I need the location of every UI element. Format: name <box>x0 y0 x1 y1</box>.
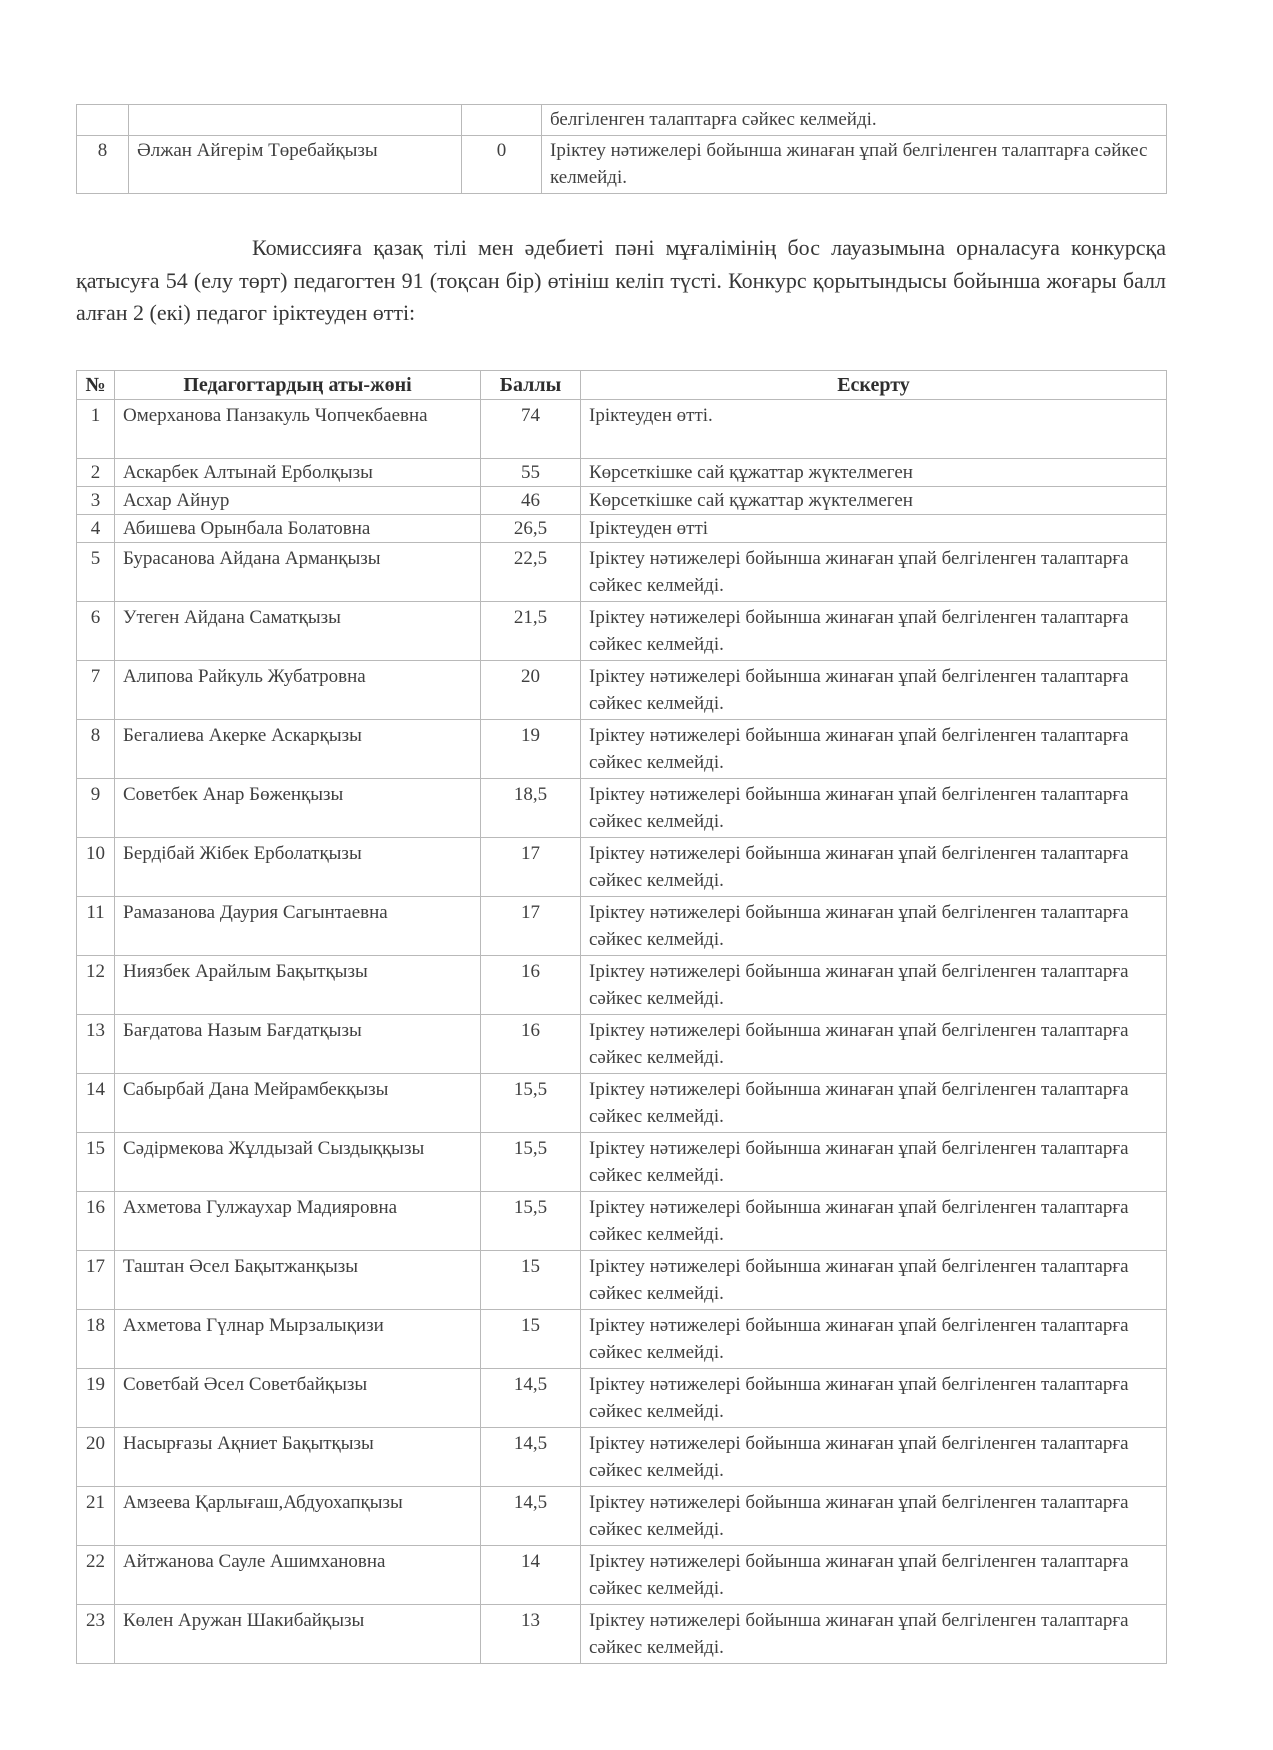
candidate-name: Омерханова Панзакуль Чопчекбаевна <box>115 400 481 459</box>
candidate-name: Таштан Әсел Бақытжанқызы <box>115 1251 481 1310</box>
table-header-row <box>77 371 1167 400</box>
note: Іріктеу нәтижелері бойынша жинаған ұпай белгіленген талаптарға сәйкес келмейді. <box>581 1428 1167 1487</box>
table-row <box>77 720 1167 779</box>
score: 17 <box>481 897 581 956</box>
score: 74 <box>481 400 581 459</box>
header-score: Баллы <box>481 371 581 400</box>
previous-results-table <box>76 104 1167 194</box>
table-row <box>77 1133 1167 1192</box>
candidate-name: Амзеева Қарлығаш,Абдуохапқызы <box>115 1487 481 1546</box>
note: Іріктеу нәтижелері бойынша жинаған ұпай белгіленген талаптарға сәйкес келмейді. <box>581 838 1167 897</box>
candidate-name: Абишева Орынбала Болатовна <box>115 515 481 543</box>
candidate-name: Советбай Әсел Советбайқызы <box>115 1369 481 1428</box>
candidate-name: Бердібай Жібек Ерболатқызы <box>115 838 481 897</box>
header-num: № <box>77 371 115 400</box>
header-name: Педагогтардың аты-жөні <box>115 371 481 400</box>
note: Іріктеу нәтижелері бойынша жинаған ұпай белгіленген талаптарға сәйкес келмейді. <box>581 956 1167 1015</box>
note: белгіленген талаптарға сәйкес келмейді. <box>542 105 1167 136</box>
note: Іріктеу нәтижелері бойынша жинаған ұпай белгіленген талаптарға сәйкес келмейді. <box>581 1310 1167 1369</box>
table-row <box>77 1428 1167 1487</box>
note: Іріктеуден өтті <box>581 515 1167 543</box>
table-row <box>77 838 1167 897</box>
candidate-name: Советбек Анар Бөженқызы <box>115 779 481 838</box>
candidate-name: Көлен Аружан Шакибайқызы <box>115 1605 481 1664</box>
candidate-name <box>129 105 462 136</box>
header-note: Ескерту <box>581 371 1167 400</box>
table-row <box>77 779 1167 838</box>
row-number: 7 <box>77 661 115 720</box>
score: 18,5 <box>481 779 581 838</box>
score: 14 <box>481 1546 581 1605</box>
candidate-name: Рамазанова Даурия Сагынтаевна <box>115 897 481 956</box>
table-row <box>77 136 1167 194</box>
candidate-name: Әлжан Айгерім Төребайқызы <box>129 136 462 194</box>
row-number: 21 <box>77 1487 115 1546</box>
score: 14,5 <box>481 1369 581 1428</box>
row-number: 16 <box>77 1192 115 1251</box>
row-number: 17 <box>77 1251 115 1310</box>
score: 15 <box>481 1251 581 1310</box>
candidate-name: Бурасанова Айдана Арманқызы <box>115 543 481 602</box>
row-number: 18 <box>77 1310 115 1369</box>
row-number: 12 <box>77 956 115 1015</box>
score: 26,5 <box>481 515 581 543</box>
row-number: 22 <box>77 1546 115 1605</box>
row-number: 9 <box>77 779 115 838</box>
candidate-name: Сабырбай Дана Мейрамбекқызы <box>115 1074 481 1133</box>
row-number: 15 <box>77 1133 115 1192</box>
table-row <box>77 1605 1167 1664</box>
table-row <box>77 1369 1167 1428</box>
row-number: 5 <box>77 543 115 602</box>
row-number: 13 <box>77 1015 115 1074</box>
table-row <box>77 1074 1167 1133</box>
candidate-name: Бегалиева Акерке Аскарқызы <box>115 720 481 779</box>
candidates-results-table <box>76 370 1167 1664</box>
row-number: 23 <box>77 1605 115 1664</box>
note: Іріктеу нәтижелері бойынша жинаған ұпай белгіленген талаптарға сәйкес келмейді. <box>581 1605 1167 1664</box>
table-row <box>77 105 1167 136</box>
note: Көрсеткішке сай құжаттар жүктелмеген <box>581 459 1167 487</box>
table-row <box>77 1192 1167 1251</box>
row-number: 3 <box>77 487 115 515</box>
score: 15 <box>481 1310 581 1369</box>
intro-paragraph <box>76 232 1166 330</box>
row-number: 1 <box>77 400 115 459</box>
row-number: 8 <box>77 720 115 779</box>
note: Іріктеуден өтті. <box>581 400 1167 459</box>
table-row <box>77 1310 1167 1369</box>
row-number: 10 <box>77 838 115 897</box>
candidate-name: Ниязбек Арайлым Бақытқызы <box>115 956 481 1015</box>
score: 15,5 <box>481 1133 581 1192</box>
score: 15,5 <box>481 1074 581 1133</box>
note: Іріктеу нәтижелері бойынша жинаған ұпай белгіленген талаптарға сәйкес келмейді. <box>581 1546 1167 1605</box>
note: Іріктеу нәтижелері бойынша жинаған ұпай белгіленген талаптарға сәйкес келмейді. <box>581 1369 1167 1428</box>
candidate-name: Сәдірмекова Жұлдызай Сыздыққызы <box>115 1133 481 1192</box>
candidate-name: Ахметова Гүлнар Мырзалықизи <box>115 1310 481 1369</box>
table-row <box>77 1546 1167 1605</box>
candidate-name: Асхар Айнур <box>115 487 481 515</box>
score: 55 <box>481 459 581 487</box>
table-row <box>77 487 1167 515</box>
note: Көрсеткішке сай құжаттар жүктелмеген <box>581 487 1167 515</box>
note: Іріктеу нәтижелері бойынша жинаған ұпай белгіленген талаптарға сәйкес келмейді. <box>581 602 1167 661</box>
table-row <box>77 1015 1167 1074</box>
candidate-name: Утеген Айдана Саматқызы <box>115 602 481 661</box>
intro-paragraph-text: Комиссияға қазақ тілі мен әдебиеті пәні мұғалімінің бос лауазымына орналасуға конкурсқа қатысуға 54 (елу төрт) педагогтен 91 (тоқсан бір) өтініш келіп түсті. Конкурс қорытындысы бойынша жоғары балл алған 2 (екі) педагог іріктеуден өтті: <box>76 235 1166 325</box>
score: 22,5 <box>481 543 581 602</box>
note: Іріктеу нәтижелері бойынша жинаған ұпай белгіленген талаптарға сәйкес келмейді. <box>581 661 1167 720</box>
score: 15,5 <box>481 1192 581 1251</box>
note: Іріктеу нәтижелері бойынша жинаған ұпай белгіленген талаптарға сәйкес келмейді. <box>581 1133 1167 1192</box>
table-row <box>77 661 1167 720</box>
table-row <box>77 515 1167 543</box>
table-row <box>77 400 1167 459</box>
note: Іріктеу нәтижелері бойынша жинаған ұпай белгіленген талаптарға сәйкес келмейді. <box>581 543 1167 602</box>
score: 13 <box>481 1605 581 1664</box>
note: Іріктеу нәтижелері бойынша жинаған ұпай белгіленген талаптарға сәйкес келмейді. <box>581 779 1167 838</box>
candidate-name: Алипова Райкуль Жубатровна <box>115 661 481 720</box>
table-row <box>77 459 1167 487</box>
row-number: 14 <box>77 1074 115 1133</box>
table-row <box>77 956 1167 1015</box>
note: Іріктеу нәтижелері бойынша жинаған ұпай белгіленген талаптарға сәйкес келмейді. <box>581 1074 1167 1133</box>
score: 0 <box>462 136 542 194</box>
row-number: 4 <box>77 515 115 543</box>
candidate-name: Бағдатова Назым Бағдатқызы <box>115 1015 481 1074</box>
note: Іріктеу нәтижелері бойынша жинаған ұпай белгіленген талаптарға сәйкес келмейді. <box>581 1015 1167 1074</box>
score: 17 <box>481 838 581 897</box>
candidate-name: Аскарбек Алтынай Ерболқызы <box>115 459 481 487</box>
row-number: 11 <box>77 897 115 956</box>
score: 16 <box>481 956 581 1015</box>
table-row <box>77 543 1167 602</box>
row-number: 8 <box>77 136 129 194</box>
candidate-name: Ахметова Гулжаухар Мадияровна <box>115 1192 481 1251</box>
note: Іріктеу нәтижелері бойынша жинаған ұпай белгіленген талаптарға сәйкес келмейді. <box>581 1251 1167 1310</box>
score: 16 <box>481 1015 581 1074</box>
score <box>462 105 542 136</box>
candidate-name: Айтжанова Сауле Ашимхановна <box>115 1546 481 1605</box>
row-number <box>77 105 129 136</box>
row-number: 19 <box>77 1369 115 1428</box>
note: Іріктеу нәтижелері бойынша жинаған ұпай белгіленген талаптарға сәйкес келмейді. <box>581 897 1167 956</box>
table-row <box>77 1487 1167 1546</box>
score: 20 <box>481 661 581 720</box>
row-number: 6 <box>77 602 115 661</box>
note: Іріктеу нәтижелері бойынша жинаған ұпай белгіленген талаптарға сәйкес келмейді. <box>581 720 1167 779</box>
table-row <box>77 897 1167 956</box>
score: 46 <box>481 487 581 515</box>
table-row <box>77 602 1167 661</box>
row-number: 20 <box>77 1428 115 1487</box>
table-row <box>77 1251 1167 1310</box>
note: Іріктеу нәтижелері бойынша жинаған ұпай белгіленген талаптарға сәйкес келмейді. <box>542 136 1167 194</box>
score: 14,5 <box>481 1487 581 1546</box>
candidate-name: Насырғазы Ақниет Бақытқызы <box>115 1428 481 1487</box>
score: 19 <box>481 720 581 779</box>
score: 21,5 <box>481 602 581 661</box>
note: Іріктеу нәтижелері бойынша жинаған ұпай белгіленген талаптарға сәйкес келмейді. <box>581 1192 1167 1251</box>
score: 14,5 <box>481 1428 581 1487</box>
note: Іріктеу нәтижелері бойынша жинаған ұпай белгіленген талаптарға сәйкес келмейді. <box>581 1487 1167 1546</box>
row-number: 2 <box>77 459 115 487</box>
